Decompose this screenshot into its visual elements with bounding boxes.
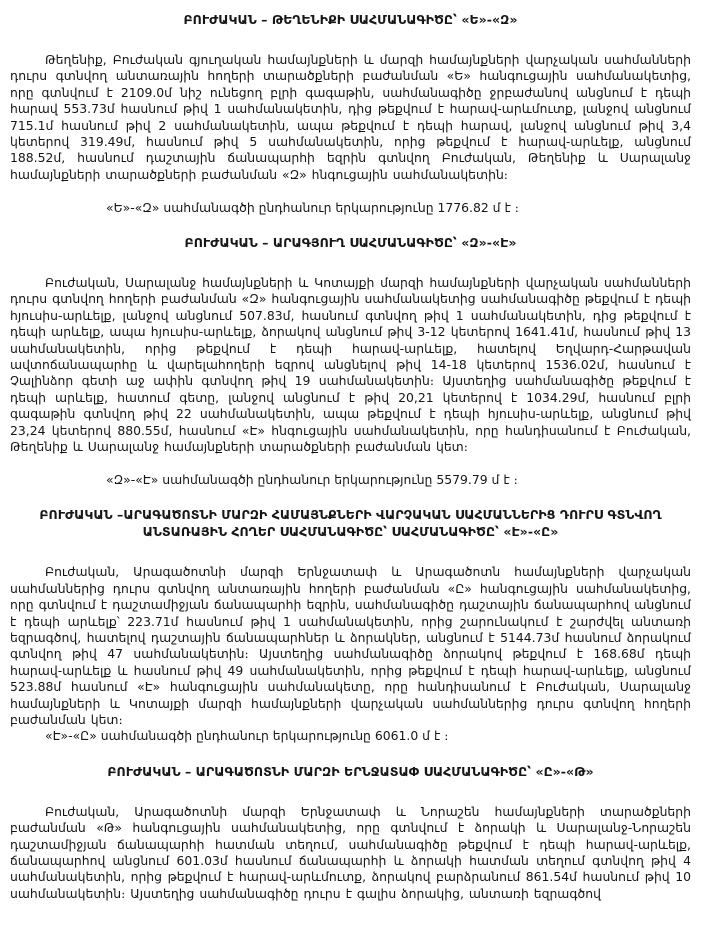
boundary-description-paragraph: Թեղենիք, Բուժական գյուղական համայնքների և մարզի համայնքների վարչական սահմանների դուրս գտնվող անտառային հողերի տարածքների բաժանման «Ե» հանգուցային սահմանակետից, որը գտնվում է 2109.0մ նիշ ունեցող բլրի գագաթին, սահմանագիծը ջրբաժանով անցնում է դեպի հարավ 553.73մ հասնում թիվ 1 սահմանակետին, դից թեքվում է հարավ-արևմուտք, լանջով անցնում 715.1մ հասնում թիվ 2 սահմանակետին, ապա թեքվում է դեպի հարավ, լանջով անցնում թիվ 3,4 կետերով 319.49մ, հասնում թիվ 5 սահմանակետին, որից թեքվում է հարավ-արևելք, անցնում 188.52մ, հասնում դաշտային ճանապարհի եզրին գտնվող Բուժական, Թեղենիք և Սարալանջ համայնքների տարածքների բաժանման «Զ» հնգուցային սահմանակետին։ <box>10 52 691 182</box>
section-title: ԲՈՒԺԱԿԱՆ –ԱՐԱԳԱԾՈՏՆԻ ՄԱՐԶԻ ՀԱՄԱՅՆՔՆԵՐԻ ՎԱՐՉԱԿԱՆ ՍԱՀՄԱՆՆԵՐԻՑ ԴՈՒՐՍ ԳՏՆՎՈՂ ԱՆՏԱՌԱՅԻՆ ՀՈՂԵՐ ՍԱՀՄԱՆԱԳԻԾԸ՝ ՍԱՀՄԱՆԱԳԻԾԸ՝ «Է»-«Ը» <box>39 507 662 540</box>
boundary-description-paragraph: Բուժական, Սարալանջ համայնքների և Կոտայքի մարզի համայնքների վարչական սահմանների դուրս գտնվող հողերի բաժանման «Զ» հանգուցային սահմանակետից սահմանագիծը թեքվում է դեպի հյուսիս-արևելք, լանջով անցնում 507.83մ, հասնում գտնվող թիվ 1 սահմանակետին, դից թեքվում է դեպի արևելք, ապա հյուսիս-արևելք, ձորակով անցնում թիվ 3-12 կետերով 1641.41մ, հասնում թիվ 13 սահմանակետին, որից թեքվում է դեպի հարավ-արևելք, հատելով Եղվարդ-Հարթավան ավտոճանապարհը և վարելահողերի եզրով անցնելով թիվ 14-18 կետերով 1536.02մ, հասնում է Չալինձոր գետի աջ ափին գտնվող թիվ 19 սահմանակետին։ Այստեղից սահմանագիծը թեքվում է դեպի արևելք, հատում գետը, լանջով անցնում է թիվ 20,21 կետերով է 1034.29մ, հասնում բլրի գագաթին գտնվող թիվ 22 սահմանակետին, ապա թեքվում է դեպի հյուսիս-արևելք, անցնում թիվ 23,24 կետերով 880.55մ, հասնում «Է» հնգուցային սահմանակետին, որը հանդիսանում է Բուժական, Թեղենիք և Սարալանջ համայնքների տարածքների բաժանման կետ։ <box>10 275 691 455</box>
section-buzhakan-aragyugh <box>10 234 691 488</box>
section-title: ԲՈՒԺԱԿԱՆ – ԹԵՂԵՆԻՔԻ ՍԱՀՄԱՆԱԳԻԾԸ՝ «Ե»-«Զ» <box>183 12 518 27</box>
section-title: ԲՈՒԺԱԿԱՆ – ԱՐԱԳՅՈՒՂ ՍԱՀՄԱՆԱԳԻԾԸ՝ «Զ»-«Է» <box>184 235 517 251</box>
section-buzhakan-yernjatap <box>10 763 691 902</box>
boundary-length-line: «Է»-«Ը» սահմանագծի ընդհանուր երկարությունը 6061.0 մ է ։ <box>45 728 449 744</box>
boundary-length-line: «Զ»-«Է» սահմանագծի ընդհանուր երկարությունը 5579.79 մ է ։ <box>106 471 518 487</box>
section-buzhakan-teghenik <box>10 11 691 216</box>
section-buzhakan-aragatsotn-forest-lands <box>10 506 691 744</box>
section-title: ԲՈՒԺԱԿԱՆ – ԱՐԱԳԱԾՈՏՆԻ ՄԱՐԶԻ ԵՐՆՋԱՏԱՓ ՍԱՀՄԱՆԱԳԻԾԸ՝ «Ը»-«Թ» <box>107 763 594 779</box>
boundary-length-line: «Ե»-«Զ» սահմանագծի ընդհանուր երկարությունը 1776.82 մ է ։ <box>106 199 519 215</box>
boundary-description-paragraph: Բուժական, Արագածոտնի մարզի Երնջատափ և Նորաշեն համայնքների տարածքների բաժանման «Թ» հանգուցային սահմանակետից, որը գտնվում է ձորակի և Սարալանջ-Նորաշեն դաշտամիջյան ճանապարհի հատման տեղում, սահմանագիծը թեքվում է դեպի հարավ-արևելք, ճանապարհով անցնում 601.03մ հասնում ճանապարհի և ձորակի հատման տեղում գտնվող թիվ 4 սահմանակետին, որից թեքվում է հարավ-արևմուտք, ձորակով բարձրանում 861.54մ հասնում թիվ 10 սահմանակետին։ Այստեղից սահմանագիծը դուրս է գալիս ձորակից, անտառի եզրագծով <box>10 803 691 901</box>
boundary-description-paragraph: Բուժական, Արագածոտնի մարզի Երնջատափ և Արագածոտն համայնքների վարչական սահմաններից դուրս գտնվող անտառային հողերի բաժանման «Ը» հանգուցային սահմանակետից, որը գտնվում է դաշտամիջյան ճանապարհի եզրին, սահմանագիծը դաշտային ճանապարհով անցնում է դեպի արևելք՝ 223.71մ հասնում թիվ 1 սահմանակետին, որից շարունակում է շարժվել անտառի եզրագծով, հատելով դաշտային ճանապարհներ և ձորակներ, անցնում է 5144.73մ հասնում ձորակում գտնվող թիվ 47 սահմանակետին։ Այստեղից սահմանագիծը ձորակով թեքվում է 168.68մ դեպի հարավ-արևելք և հասնում թիվ 49 սահմանակետին, որից թեքվում է դեպի հարավ-արևելք, անցնում 523.88մ հասնում «Է» հանգուցային սահմանակետը, որը հանդիսանում է Բուժական, Սարալանջ համայնքների և Կոտայքի մարզի համայնքների վարչական սահմաններից դուրս գտնվող հողերի բաժանման կետ։ <box>10 564 691 727</box>
